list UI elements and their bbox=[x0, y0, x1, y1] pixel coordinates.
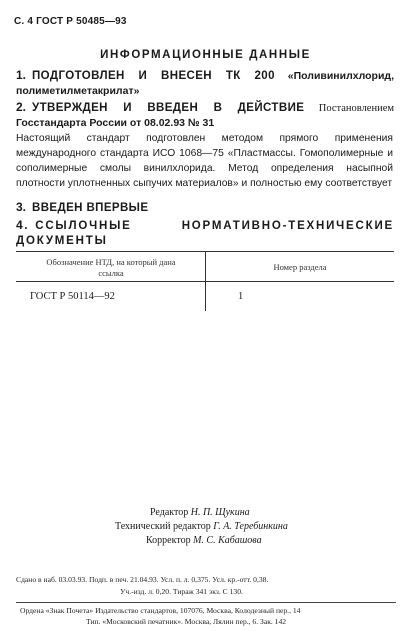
item-number: 1. bbox=[16, 68, 27, 82]
table-cell-section: 1 bbox=[238, 291, 244, 302]
item-text: Госстандарта России от 08.02.93 № 31 bbox=[16, 117, 215, 129]
credit-name: М. С. Кабашова bbox=[193, 535, 262, 546]
page-header: С. 4 ГОСТ Р 50485—93 bbox=[14, 16, 127, 27]
credit-name: Г. А. Теребинкина bbox=[213, 521, 288, 532]
info-item-4 bbox=[16, 218, 394, 249]
item-heading: ПОДГОТОВЛЕН И ВНЕСЕН ТК 200 bbox=[32, 70, 275, 82]
info-item-3 bbox=[16, 200, 394, 216]
item-heading: ВВЕДЕН ВПЕРВЫЕ bbox=[32, 202, 149, 214]
imprint-separator bbox=[16, 602, 396, 603]
imprint-line-4: Тип. «Московский печатник». Москва, Лялин пер., 6. Зак. 142 bbox=[86, 617, 287, 626]
table-cell-document: ГОСТ Р 50114—92 bbox=[30, 291, 115, 302]
item-heading: УТВЕРЖДЕН И ВВЕДЕН В ДЕЙСТВИЕ bbox=[32, 102, 305, 114]
imprint-line-1: Сдано в наб. 03.03.93. Подп. в печ. 21.04.93. Усл. п. л. 0,375. Усл. кр.-отт. 0,38. bbox=[16, 575, 269, 584]
credit-editor bbox=[150, 506, 250, 520]
item-heading: ССЫЛОЧНЫЕ НОРМАТИВНО-ТЕХНИЧЕСКИЕ ДОКУМЕНТЫ bbox=[16, 220, 394, 247]
info-item-2 bbox=[16, 100, 394, 131]
section-title: ИНФОРМАЦИОННЫЕ ДАННЫЕ bbox=[100, 49, 311, 61]
standard-description-paragraph: Настоящий стандарт подготовлен методом прямого применения международного стандарта ИСО 1068—75 «Пластмассы. Гомополимерные и сополимерные смолы винилхлорида. Метод определения насыпной плотности уплотненных сыпучих материалов» и полностью ему соответствует bbox=[16, 133, 393, 189]
info-item-1 bbox=[16, 68, 394, 99]
item-number: 4. bbox=[16, 218, 30, 232]
table-header-section: Номер раздела bbox=[273, 262, 327, 272]
imprint-line-3: Ордена «Знак Почета» Издательство стандартов, 107076, Москва, Колодезный пер., 14 bbox=[20, 606, 301, 615]
credit-role: Технический редактор bbox=[115, 521, 211, 532]
table-column-divider bbox=[205, 251, 206, 311]
imprint-line-2: Уч.-изд. л. 0,20. Тираж 341 экз. С 130. bbox=[120, 587, 243, 596]
credit-corrector bbox=[146, 534, 262, 548]
item-text: «Поливинилхлорид, полиметилметакрилат» bbox=[16, 70, 395, 97]
credit-technical-editor bbox=[115, 520, 288, 534]
item-number: 3. bbox=[16, 200, 27, 214]
item-text-plain: Постановлением bbox=[318, 103, 395, 114]
references-table bbox=[16, 251, 394, 311]
table-header-document: Обозначение НТД, на который дана ссылка bbox=[46, 257, 176, 278]
credit-role: Редактор bbox=[150, 507, 189, 518]
credit-name: Н. П. Щукина bbox=[190, 507, 250, 518]
item-number: 2. bbox=[16, 100, 27, 114]
credit-role: Корректор bbox=[146, 535, 191, 546]
